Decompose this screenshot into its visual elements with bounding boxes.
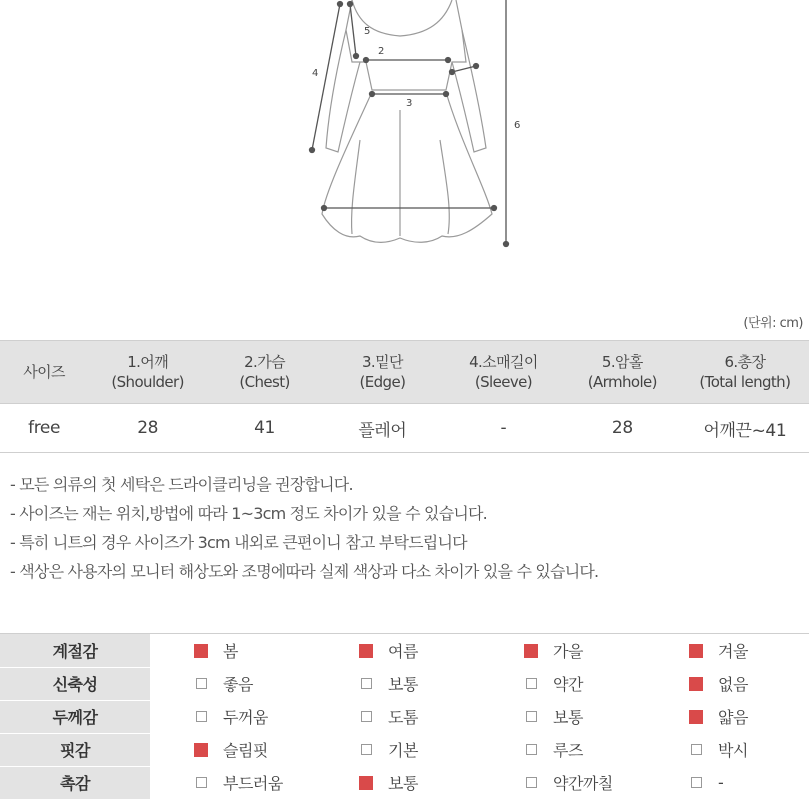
fit-row-label: 두께감 bbox=[0, 700, 150, 733]
fit-option bbox=[315, 766, 480, 799]
fit-row bbox=[0, 766, 809, 799]
fit-option-label: 보통 bbox=[388, 774, 418, 793]
fit-option-label: 약간 bbox=[553, 675, 583, 694]
fit-option bbox=[480, 766, 645, 799]
fit-row-label: 신축성 bbox=[0, 667, 150, 700]
fit-option bbox=[315, 634, 480, 668]
unchecked-box-icon bbox=[691, 744, 702, 755]
fit-row bbox=[0, 667, 809, 700]
fit-option bbox=[150, 667, 315, 700]
fit-option bbox=[315, 700, 480, 733]
unchecked-box-icon bbox=[526, 711, 537, 722]
fit-option-label: 약간까칠 bbox=[553, 774, 613, 793]
fit-option bbox=[150, 700, 315, 733]
fit-option bbox=[480, 733, 645, 766]
fit-option-label: 루즈 bbox=[553, 741, 583, 760]
fit-row-label: 핏감 bbox=[0, 733, 150, 766]
cell-sleeve: - bbox=[443, 404, 564, 453]
unchecked-box-icon bbox=[361, 678, 372, 689]
size-table-header bbox=[0, 341, 809, 404]
unchecked-box-icon bbox=[196, 777, 207, 788]
fit-option-label: 여름 bbox=[388, 642, 418, 661]
dress-measurement-diagram bbox=[0, 0, 809, 300]
fit-option bbox=[645, 634, 809, 668]
fit-option-label: 봄 bbox=[223, 642, 238, 661]
unchecked-box-icon bbox=[196, 678, 207, 689]
checked-box-icon bbox=[689, 644, 703, 658]
unchecked-box-icon bbox=[526, 744, 537, 755]
fit-row-label: 촉감 bbox=[0, 766, 150, 799]
unchecked-box-icon bbox=[691, 777, 702, 788]
size-table-row bbox=[0, 404, 809, 453]
header-total-length: 6.총장 (Total length) bbox=[681, 341, 809, 404]
unchecked-box-icon bbox=[526, 777, 537, 788]
note-line: - 색상은 사용자의 모니터 해상도와 조명에따라 실제 색상과 다소 차이가 있을 수 있습니다. bbox=[10, 562, 599, 581]
fit-option-label: 기본 bbox=[388, 741, 418, 760]
fit-row bbox=[0, 733, 809, 766]
fit-option-label: - bbox=[718, 773, 724, 792]
note-line: - 특히 니트의 경우 사이즈가 3cm 내외로 큰편이니 참고 부탁드립니다 bbox=[10, 533, 467, 552]
fit-option-label: 없음 bbox=[718, 675, 748, 694]
fit-option bbox=[480, 634, 645, 668]
fit-option-label: 좋음 bbox=[223, 675, 253, 694]
fit-option bbox=[645, 733, 809, 766]
fit-option-label: 박시 bbox=[718, 741, 748, 760]
cell-edge: 플레어 bbox=[322, 404, 443, 453]
checked-box-icon bbox=[689, 677, 703, 691]
fit-option-label: 얇음 bbox=[718, 708, 748, 727]
checked-box-icon bbox=[524, 644, 538, 658]
checked-box-icon bbox=[194, 644, 208, 658]
header-shoulder: 1.어깨 (Shoulder) bbox=[88, 341, 207, 404]
fit-option bbox=[480, 700, 645, 733]
fit-option bbox=[315, 667, 480, 700]
fit-option bbox=[150, 766, 315, 799]
checked-box-icon bbox=[689, 710, 703, 724]
label-3: 3 bbox=[406, 98, 413, 109]
unit-note: (단위: cm) bbox=[743, 316, 803, 331]
cell-size: free bbox=[0, 404, 88, 453]
fit-option-label: 가을 bbox=[553, 642, 583, 661]
fit-option-label: 부드러움 bbox=[223, 774, 283, 793]
fit-info-table bbox=[0, 633, 809, 800]
fit-option bbox=[315, 733, 480, 766]
fit-option bbox=[645, 766, 809, 799]
checked-box-icon bbox=[194, 743, 208, 757]
fit-option bbox=[645, 667, 809, 700]
cell-shoulder: 28 bbox=[88, 404, 207, 453]
care-notes bbox=[10, 470, 805, 586]
cell-chest: 41 bbox=[207, 404, 322, 453]
unchecked-box-icon bbox=[526, 678, 537, 689]
fit-option-label: 보통 bbox=[553, 708, 583, 727]
checked-box-icon bbox=[359, 644, 373, 658]
fit-option bbox=[645, 700, 809, 733]
fit-row-label: 계절감 bbox=[0, 634, 150, 668]
unchecked-box-icon bbox=[196, 711, 207, 722]
fit-option-label: 겨울 bbox=[718, 642, 748, 661]
label-6: 6 bbox=[514, 120, 521, 131]
label-4: 4 bbox=[312, 68, 319, 79]
note-line: - 사이즈는 재는 위치,방법에 따라 1~3cm 정도 차이가 있을 수 있습니다. bbox=[10, 504, 487, 523]
header-chest: 2.가슴 (Chest) bbox=[207, 341, 322, 404]
cell-total-length: 어깨끈~41 bbox=[681, 404, 809, 453]
fit-option bbox=[150, 733, 315, 766]
fit-option-label: 보통 bbox=[388, 675, 418, 694]
unchecked-box-icon bbox=[361, 744, 372, 755]
cell-armhole: 28 bbox=[564, 404, 681, 453]
label-2: 2 bbox=[378, 46, 385, 57]
fit-option bbox=[150, 634, 315, 668]
header-armhole: 5.암홀 (Armhole) bbox=[564, 341, 681, 404]
checked-box-icon bbox=[359, 776, 373, 790]
label-5: 5 bbox=[364, 26, 371, 37]
fit-option bbox=[480, 667, 645, 700]
header-size: 사이즈 bbox=[0, 341, 88, 404]
fit-row bbox=[0, 700, 809, 733]
header-edge: 3.밑단 (Edge) bbox=[322, 341, 443, 404]
size-table bbox=[0, 340, 809, 453]
fit-option-label: 슬림핏 bbox=[223, 741, 268, 760]
note-line: - 모든 의류의 첫 세탁은 드라이클리닝을 권장합니다. bbox=[10, 475, 353, 494]
unchecked-box-icon bbox=[361, 711, 372, 722]
fit-option-label: 도톰 bbox=[388, 708, 418, 727]
header-sleeve: 4.소매길이 (Sleeve) bbox=[443, 341, 564, 404]
fit-option-label: 두꺼움 bbox=[223, 708, 268, 727]
fit-row bbox=[0, 634, 809, 668]
